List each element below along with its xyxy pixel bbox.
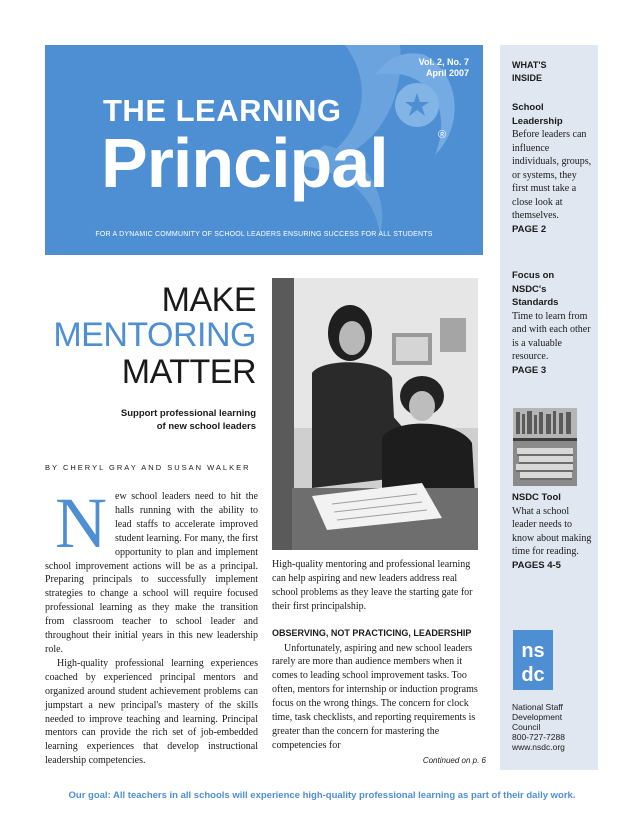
issue-info <box>419 57 469 79</box>
headline-line-3: MATTER <box>121 353 256 391</box>
article-column-1 <box>45 483 258 768</box>
article-column-2 <box>272 558 485 753</box>
sidebar-item-nsdc-tool[interactable] <box>512 491 594 572</box>
sidebar-item-standards[interactable] <box>512 269 594 377</box>
issue-date: April 2007 <box>425 68 469 78</box>
svg-text:dc: dc <box>521 664 545 686</box>
bookshelf-photo <box>513 408 577 486</box>
subhead-line-2: of new school leaders <box>156 421 256 432</box>
sidebar-item-title: Leadership <box>512 115 563 127</box>
org-name-line: Council <box>512 722 541 732</box>
masthead-tagline: FOR A DYNAMIC COMMUNITY OF SCHOOL LEADERS ENSURING SUCCESS FOR ALL STUDENTS <box>95 231 433 238</box>
sidebar-heading-line-2: INSIDE <box>512 73 543 83</box>
title-the-learning: THE LEARNING <box>103 93 342 128</box>
sidebar-heading <box>512 59 592 85</box>
org-website[interactable]: www.nsdc.org <box>512 742 565 752</box>
sidebar-item-title: Focus on <box>512 270 555 281</box>
sidebar-item-title: NSDC's <box>512 283 547 295</box>
sidebar-item-text: Before leaders can influence individuals, groups, or systems, they first must take a close look at themselves. <box>512 129 592 221</box>
paragraph: High-quality professional learning experiences coached by experienced principal mentors and organized around student achievement problems can jumpstart a new principal's mastery of the skills needed to improve teaching and learning. Principal mentors can provide the rich set of job-embedded learning experiences that develop instructional leadership competencies. <box>45 657 258 767</box>
sidebar-heading-line-1: WHAT'S <box>512 60 547 70</box>
sidebar-item-title: NSDC Tool <box>512 492 561 503</box>
section-heading: OBSERVING, NOT PRACTICING, LEADERSHIP <box>272 627 472 638</box>
sidebar-item-page: PAGES 4-5 <box>512 559 561 571</box>
registered-mark: ® <box>438 129 447 141</box>
sidebar-item-page: PAGE 2 <box>512 223 547 235</box>
article-byline: BY CHERYL GRAY AND SUSAN WALKER <box>45 463 251 472</box>
article-subhead <box>121 407 256 433</box>
org-name-line: National Staff <box>512 702 563 712</box>
org-name-line: Development <box>512 712 563 722</box>
masthead-banner <box>45 45 483 255</box>
org-contact <box>512 702 596 752</box>
paragraph: High-quality mentoring and professional learning can help aspiring and new leaders address real school problems as they leave the starting gate for their first principalship. <box>272 559 473 612</box>
whats-inside-sidebar <box>500 45 598 770</box>
sidebar-item-text: Time to learn from and with each other is a valuable resource. <box>512 310 591 362</box>
sidebar-item-school-leadership[interactable] <box>512 101 594 236</box>
headline-line-1: MAKE <box>161 281 256 319</box>
paragraph: Unfortunately, aspiring and new school leaders rarely are more than audience members when it comes to leading school improvement tasks. Too often, mentors for internship or induction programs focus on the wrong things. The concern for clock time, task checklists, and reporting requirements is greater than the concern for mastering the competencies for <box>272 642 478 751</box>
subhead-line-1: Support professional learning <box>120 408 256 419</box>
paragraph: ew school leaders need to hit the halls running with the ability to lead staffs to accelerate improved student learning. For many, the first opportunity to plan and implement school improvement actions will be as a principal. Preparing principals to successfully implement strategies to change a school will require focused professional learning as they make the transition from classroom teacher to school leader and throughout their initial years in this new leadership role. <box>45 491 258 655</box>
volume-number: Vol. 2, No. 7 <box>418 57 469 67</box>
footer-goal: Our goal: All teachers in all schools will experience high-quality professional learning as part of their daily work. <box>68 790 576 801</box>
svg-text:ns: ns <box>521 640 545 662</box>
org-phone: 800-727-7288 <box>512 732 565 742</box>
sidebar-item-page: PAGE 3 <box>512 364 547 376</box>
headline-line-2: MENTORING <box>53 316 256 354</box>
sidebar-item-title: School <box>512 102 544 113</box>
continued-note[interactable]: Continued on p. 6 <box>422 756 486 765</box>
nsdc-logo <box>513 630 553 690</box>
title-principal: Principal <box>101 124 388 202</box>
sidebar-item-title: Standards <box>512 297 559 308</box>
drop-cap: N <box>55 483 107 563</box>
sidebar-item-text: What a school leader needs to know about making time for reading. <box>512 505 592 557</box>
mentoring-photo <box>272 278 478 550</box>
